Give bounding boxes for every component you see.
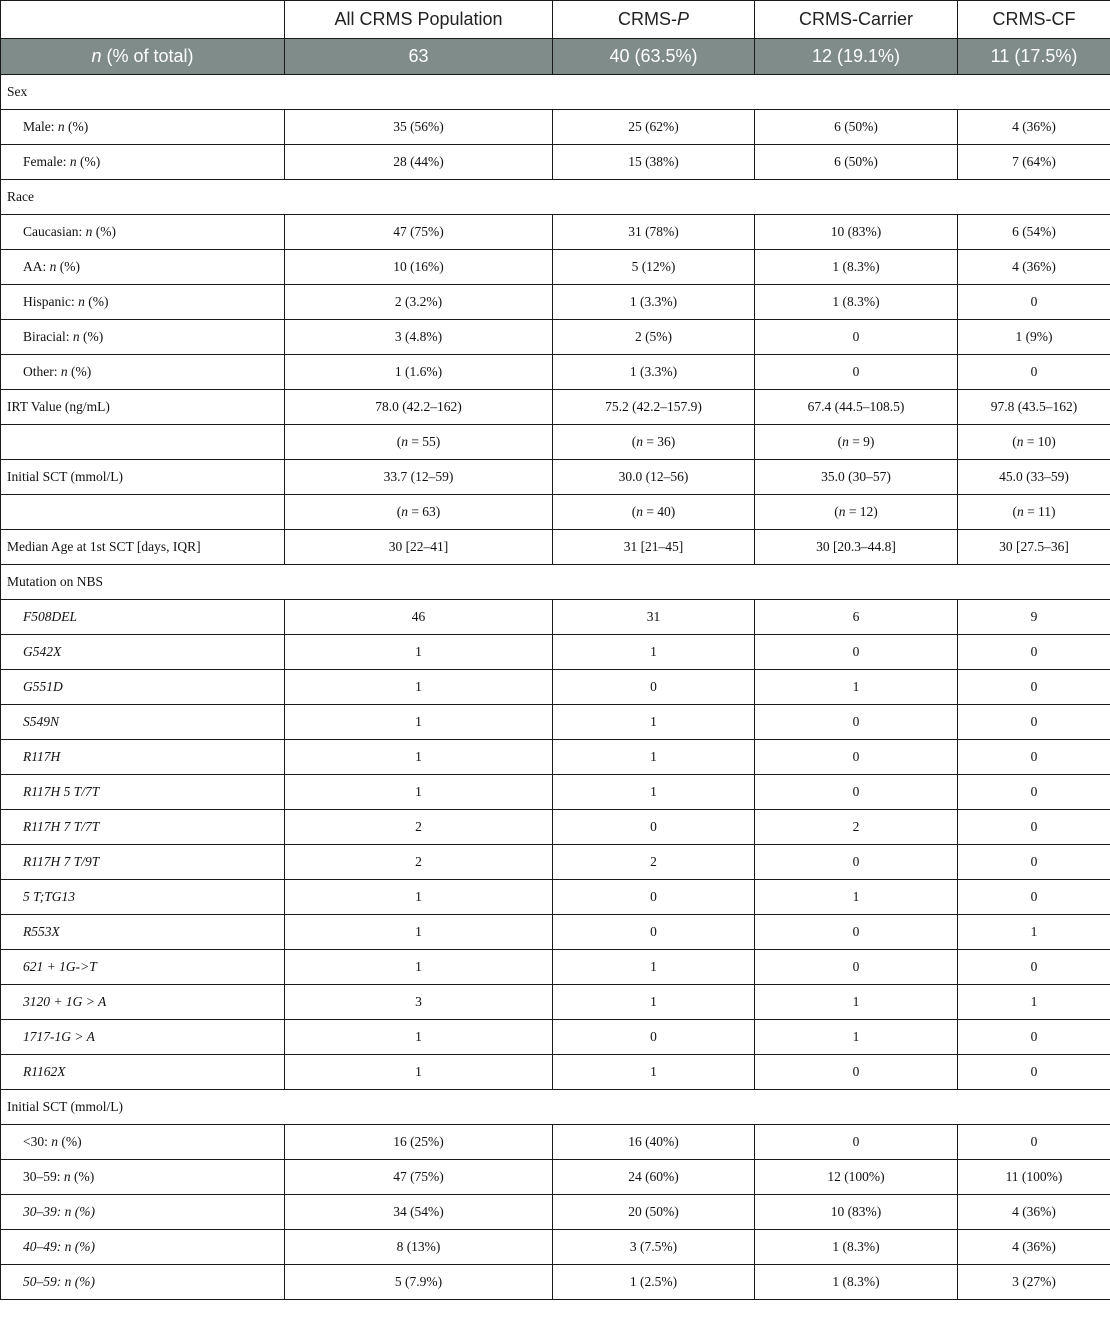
value-crms-p: 1 (2.5%) — [553, 1265, 755, 1300]
row-label-pct: (%) — [79, 329, 104, 344]
mutation-label: F508DEL — [1, 600, 285, 635]
value-crms-p: 24 (60%) — [553, 1160, 755, 1195]
value-cf: 1 — [958, 985, 1110, 1020]
value-cf: 9 — [958, 600, 1110, 635]
value-crms-p: 15 (38%) — [553, 145, 755, 180]
value-all: 78.0 (42.2–162) — [285, 390, 553, 425]
table-row-mutation — [1, 635, 1110, 670]
n-symbol: n — [838, 504, 846, 519]
value-carrier: 1 — [755, 880, 958, 915]
row-label — [1, 1230, 285, 1265]
value-carrier: 0 — [755, 1125, 958, 1160]
table-row-mutation — [1, 670, 1110, 705]
row-label: Median Age at 1st SCT [days, IQR] — [1, 530, 285, 565]
value-all: 47 (75%) — [285, 1160, 553, 1195]
value-all: (n = 63) — [285, 495, 553, 530]
row-label-n: n — [64, 1274, 72, 1289]
table-row-mutation — [1, 600, 1110, 635]
value-carrier: 0 — [755, 775, 958, 810]
value-carrier: 1 — [755, 1020, 958, 1055]
value-carrier: 10 (83%) — [755, 215, 958, 250]
value-crms-p: 0 — [553, 810, 755, 845]
value-cf: 0 — [958, 845, 1110, 880]
mutation-label: R553X — [1, 915, 285, 950]
value-cf: 0 — [958, 1055, 1110, 1090]
header-crms-p — [553, 1, 755, 39]
table-row-sct-n — [1, 495, 1110, 530]
value-all: 46 — [285, 600, 553, 635]
value-carrier: 0 — [755, 1055, 958, 1090]
value-crms-p: 1 — [553, 740, 755, 775]
row-label — [1, 145, 285, 180]
value-all: 35 (56%) — [285, 110, 553, 145]
value-all: 1 — [285, 670, 553, 705]
value-carrier: 0 — [755, 950, 958, 985]
value-crms-p: 1 — [553, 775, 755, 810]
row-label-n: n — [60, 364, 68, 379]
value-all: 10 (16%) — [285, 250, 553, 285]
value-cf: 4 (36%) — [958, 1230, 1110, 1265]
mutation-label: R117H 5 T/7T — [1, 775, 285, 810]
value-cf: 0 — [958, 635, 1110, 670]
row-label — [1, 355, 285, 390]
value-all: 3 (4.8%) — [285, 320, 553, 355]
value-all: 1 — [285, 635, 553, 670]
value-all: 1 — [285, 705, 553, 740]
row-label: Initial SCT (mmol/L) — [1, 460, 285, 495]
table-row-mutation — [1, 1055, 1110, 1090]
value-all: 16 (25%) — [285, 1125, 553, 1160]
n-symbol: n — [1016, 504, 1024, 519]
value-crms-p: 30.0 (12–56) — [553, 460, 755, 495]
table-row-sct-bin — [1, 1195, 1110, 1230]
row-label-pct: (%) — [92, 224, 116, 239]
mutation-rows — [1, 600, 1110, 1090]
table-row-mutation — [1, 915, 1110, 950]
value-all: 1 — [285, 1055, 553, 1090]
value-all: 28 (44%) — [285, 145, 553, 180]
table-row-sct-bin — [1, 1125, 1110, 1160]
row-label-n: n — [85, 224, 93, 239]
n-count: = 9) — [848, 434, 875, 449]
row-label — [1, 1160, 285, 1195]
row-label-pct: (%) — [84, 294, 109, 309]
table-row-mutation — [1, 740, 1110, 775]
row-label — [1, 320, 285, 355]
table-row-mutation — [1, 1020, 1110, 1055]
value-crms-p: 0 — [553, 880, 755, 915]
value-crms-p: 2 (5%) — [553, 320, 755, 355]
table-row-male — [1, 110, 1110, 145]
value-carrier: (n = 12) — [755, 495, 958, 530]
row-label-empty — [1, 425, 285, 460]
value-cf: 7 (64%) — [958, 145, 1110, 180]
header-crms-p-prefix: CRMS- — [617, 9, 677, 29]
value-carrier: 1 (8.3%) — [755, 1230, 958, 1265]
value-crms-p: 31 (78%) — [553, 215, 755, 250]
table-row-initial-sct — [1, 460, 1110, 495]
value-cf: (n = 10) — [958, 425, 1110, 460]
mutation-label: 1717-1G > A — [1, 1020, 285, 1055]
section-label-race: Race — [1, 180, 1110, 215]
row-label-pct: (%) — [58, 1134, 82, 1149]
mutation-label: G542X — [1, 635, 285, 670]
value-cf: 0 — [958, 740, 1110, 775]
value-carrier: 10 (83%) — [755, 1195, 958, 1230]
table-row-biracial — [1, 320, 1110, 355]
row-label-text: Male: — [23, 119, 58, 134]
n-symbol: n — [842, 434, 849, 449]
row-label-text: <30: — [23, 1134, 52, 1149]
value-crms-p: 0 — [553, 1020, 755, 1055]
value-carrier: 0 — [755, 845, 958, 880]
table-row-mutation — [1, 950, 1110, 985]
header-crms-carrier: CRMS-Carrier — [755, 1, 958, 39]
row-label — [1, 110, 285, 145]
value-crms-p: 1 (3.3%) — [553, 285, 755, 320]
row-label — [1, 285, 285, 320]
row-label-text: 30–39: — [23, 1204, 65, 1219]
header-all-crms: All CRMS Population — [285, 1, 553, 39]
value-cf: 0 — [958, 810, 1110, 845]
table-row-irt-n — [1, 425, 1110, 460]
value-cf: 0 — [958, 285, 1110, 320]
row-label-text: 30–59: — [23, 1169, 64, 1184]
table-row-aa — [1, 250, 1110, 285]
n-total-carrier: 12 (19.1%) — [755, 39, 958, 75]
value-crms-p: 3 (7.5%) — [553, 1230, 755, 1265]
n-symbol: n — [401, 504, 408, 519]
value-crms-p: 0 — [553, 915, 755, 950]
value-all: 5 (7.9%) — [285, 1265, 553, 1300]
value-cf: 11 (100%) — [958, 1160, 1110, 1195]
value-cf: 0 — [958, 1125, 1110, 1160]
value-cf: 30 [27.5–36] — [958, 530, 1110, 565]
row-label-text: Biracial: — [23, 329, 73, 344]
row-label-pct: (%) — [71, 1239, 95, 1254]
value-carrier: 6 — [755, 600, 958, 635]
value-carrier: 0 — [755, 320, 958, 355]
row-label-pct: (%) — [70, 1169, 95, 1184]
value-all: 33.7 (12–59) — [285, 460, 553, 495]
value-all: 1 — [285, 915, 553, 950]
n-symbol: n — [636, 434, 643, 449]
table-row-mutation — [1, 705, 1110, 740]
mutation-label: R117H 7 T/7T — [1, 810, 285, 845]
table-row-mutation — [1, 985, 1110, 1020]
row-label — [1, 1265, 285, 1300]
n-symbol: n — [401, 434, 408, 449]
value-carrier: 1 (8.3%) — [755, 285, 958, 320]
n-symbol: n — [636, 504, 643, 519]
value-all: (n = 55) — [285, 425, 553, 460]
value-carrier: 35.0 (30–57) — [755, 460, 958, 495]
value-crms-p: 1 — [553, 1055, 755, 1090]
n-count: = 11) — [1023, 504, 1056, 519]
value-carrier: 1 (8.3%) — [755, 1265, 958, 1300]
n-total-label-rest: (% of total) — [101, 46, 194, 66]
row-label-n: n — [69, 154, 77, 169]
mutation-label: 3120 + 1G > A — [1, 985, 285, 1020]
section-label-sex: Sex — [1, 75, 1110, 110]
row-label-n: n — [57, 119, 65, 134]
value-all: 1 — [285, 775, 553, 810]
value-cf: (n = 11) — [958, 495, 1110, 530]
value-carrier: 0 — [755, 915, 958, 950]
section-row-race — [1, 180, 1110, 215]
value-cf: 0 — [958, 670, 1110, 705]
sct-bin-rows — [1, 1125, 1110, 1300]
row-label-text: Other: — [23, 364, 61, 379]
row-label-text: Hispanic: — [23, 294, 79, 309]
table-row-other — [1, 355, 1110, 390]
value-all: 2 (3.2%) — [285, 285, 553, 320]
row-label: IRT Value (ng/mL) — [1, 390, 285, 425]
value-crms-p: 75.2 (42.2–157.9) — [553, 390, 755, 425]
value-all: 30 [22–41] — [285, 530, 553, 565]
value-all: 8 (13%) — [285, 1230, 553, 1265]
n-count: = 40) — [642, 504, 676, 519]
n-count: = 36) — [642, 434, 676, 449]
value-cf: 0 — [958, 1020, 1110, 1055]
value-carrier: 0 — [755, 635, 958, 670]
value-crms-p: 1 (3.3%) — [553, 355, 755, 390]
n-total-row — [1, 39, 1110, 75]
value-cf: 0 — [958, 775, 1110, 810]
value-carrier: 6 (50%) — [755, 110, 958, 145]
value-crms-p: 25 (62%) — [553, 110, 755, 145]
value-crms-p: 1 — [553, 950, 755, 985]
n-total-all: 63 — [285, 39, 553, 75]
n-total-label-n: n — [91, 46, 102, 66]
value-carrier: 2 — [755, 810, 958, 845]
row-label-n: n — [49, 259, 57, 274]
value-all: 34 (54%) — [285, 1195, 553, 1230]
row-label-pct: (%) — [67, 364, 92, 379]
table-row-sct-bin — [1, 1160, 1110, 1195]
value-crms-p: 16 (40%) — [553, 1125, 755, 1160]
row-label-n: n — [72, 329, 80, 344]
value-carrier: 6 (50%) — [755, 145, 958, 180]
table-row-sct-bin — [1, 1265, 1110, 1300]
section-label-sct-bins: Initial SCT (mmol/L) — [1, 1090, 1110, 1125]
value-carrier: (n = 9) — [755, 425, 958, 460]
value-crms-p: 5 (12%) — [553, 250, 755, 285]
header-crms-cf: CRMS-CF — [958, 1, 1110, 39]
row-label — [1, 1125, 285, 1160]
value-cf: 0 — [958, 950, 1110, 985]
value-cf: 6 (54%) — [958, 215, 1110, 250]
row-label — [1, 1195, 285, 1230]
n-total-cf: 11 (17.5%) — [958, 39, 1110, 75]
n-count: = 63) — [407, 504, 441, 519]
row-label-text: Female: — [23, 154, 70, 169]
row-label-n: n — [51, 1134, 58, 1149]
value-cf: 1 (9%) — [958, 320, 1110, 355]
value-cf: 97.8 (43.5–162) — [958, 390, 1110, 425]
table-row-female — [1, 145, 1110, 180]
value-cf: 3 (27%) — [958, 1265, 1110, 1300]
value-cf: 0 — [958, 880, 1110, 915]
section-row-sex — [1, 75, 1110, 110]
table-row-sct-bin — [1, 1230, 1110, 1265]
value-carrier: 1 — [755, 985, 958, 1020]
value-cf: 4 (36%) — [958, 250, 1110, 285]
table-row-median-age — [1, 530, 1110, 565]
value-crms-p: 2 — [553, 845, 755, 880]
value-crms-p: 20 (50%) — [553, 1195, 755, 1230]
row-label-pct: (%) — [71, 1274, 95, 1289]
row-label-n: n — [64, 1239, 72, 1254]
section-row-mutation — [1, 565, 1110, 600]
n-count: = 55) — [407, 434, 441, 449]
value-all: 2 — [285, 810, 553, 845]
table-row-mutation — [1, 775, 1110, 810]
value-cf: 0 — [958, 705, 1110, 740]
value-cf: 1 — [958, 915, 1110, 950]
row-label-pct: (%) — [71, 1204, 95, 1219]
table-row-hispanic — [1, 285, 1110, 320]
value-carrier: 0 — [755, 740, 958, 775]
value-crms-p: (n = 40) — [553, 495, 755, 530]
row-label-empty — [1, 495, 285, 530]
value-crms-p: 31 [21–45] — [553, 530, 755, 565]
value-cf: 0 — [958, 355, 1110, 390]
row-label-n: n — [78, 294, 85, 309]
value-all: 2 — [285, 845, 553, 880]
value-carrier: 0 — [755, 355, 958, 390]
mutation-label: S549N — [1, 705, 285, 740]
value-crms-p: 31 — [553, 600, 755, 635]
mutation-label: G551D — [1, 670, 285, 705]
row-label-pct: (%) — [56, 259, 80, 274]
n-total-label — [1, 39, 285, 75]
value-crms-p: 0 — [553, 670, 755, 705]
table-row-mutation — [1, 810, 1110, 845]
table-row-irt — [1, 390, 1110, 425]
value-carrier: 1 — [755, 670, 958, 705]
row-label — [1, 215, 285, 250]
value-all: 47 (75%) — [285, 215, 553, 250]
value-carrier: 30 [20.3–44.8] — [755, 530, 958, 565]
value-crms-p: 1 — [553, 705, 755, 740]
row-label — [1, 250, 285, 285]
value-all: 1 (1.6%) — [285, 355, 553, 390]
header-empty-cell — [1, 1, 285, 39]
mutation-label: 5 T;TG13 — [1, 880, 285, 915]
table-row-caucasian — [1, 215, 1110, 250]
value-carrier: 12 (100%) — [755, 1160, 958, 1195]
row-label-pct: (%) — [76, 154, 101, 169]
value-crms-p: 1 — [553, 635, 755, 670]
n-total-crms-p: 40 (63.5%) — [553, 39, 755, 75]
n-count: = 12) — [845, 504, 878, 519]
row-label-pct: (%) — [64, 119, 89, 134]
value-carrier: 67.4 (44.5–108.5) — [755, 390, 958, 425]
value-crms-p: 1 — [553, 985, 755, 1020]
value-cf: 45.0 (33–59) — [958, 460, 1110, 495]
value-all: 1 — [285, 1020, 553, 1055]
mutation-label: R117H 7 T/9T — [1, 845, 285, 880]
value-all: 1 — [285, 880, 553, 915]
row-label-n: n — [63, 1169, 71, 1184]
row-label-text: Caucasian: — [23, 224, 86, 239]
value-cf: 4 (36%) — [958, 110, 1110, 145]
row-label-text: 40–49: — [23, 1239, 65, 1254]
mutation-label: 621 + 1G->T — [1, 950, 285, 985]
header-row — [1, 1, 1110, 39]
value-carrier: 1 (8.3%) — [755, 250, 958, 285]
value-all: 1 — [285, 950, 553, 985]
value-crms-p: (n = 36) — [553, 425, 755, 460]
row-label-text: 50–59: — [23, 1274, 65, 1289]
n-symbol: n — [1016, 434, 1024, 449]
value-all: 3 — [285, 985, 553, 1020]
row-label-text: AA: — [23, 259, 50, 274]
table-row-mutation — [1, 845, 1110, 880]
header-crms-p-suffix: P — [676, 9, 689, 29]
value-all: 1 — [285, 740, 553, 775]
value-carrier: 0 — [755, 705, 958, 740]
mutation-label: R1162X — [1, 1055, 285, 1090]
value-cf: 4 (36%) — [958, 1195, 1110, 1230]
row-label-n: n — [64, 1204, 72, 1219]
section-row-sct-bins — [1, 1090, 1110, 1125]
section-label-mutation: Mutation on NBS — [1, 565, 1110, 600]
n-count: = 10) — [1023, 434, 1056, 449]
table-row-mutation — [1, 880, 1110, 915]
mutation-label: R117H — [1, 740, 285, 775]
